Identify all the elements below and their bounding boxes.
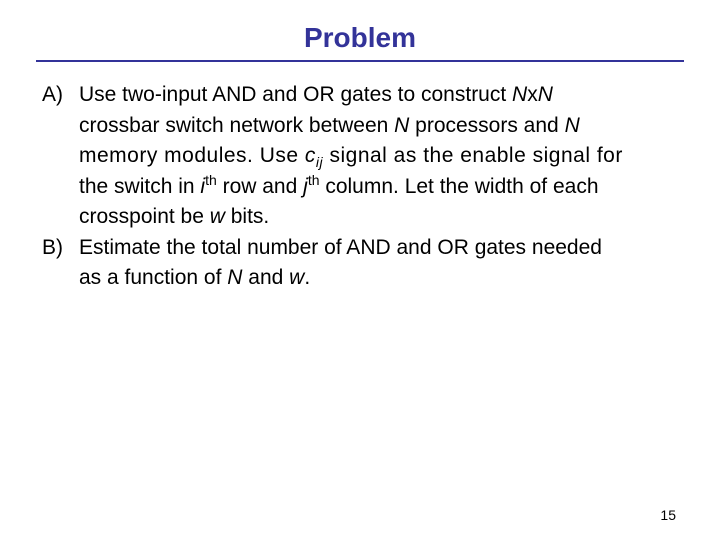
variable-j: j	[303, 174, 308, 198]
variable-n: N	[564, 113, 580, 137]
text-run: crossbar switch network between	[79, 113, 395, 137]
text-run: x	[527, 83, 538, 106]
item-text	[79, 233, 692, 294]
item-label: B)	[42, 235, 63, 259]
text-run: bits.	[224, 205, 270, 228]
problem-list	[42, 80, 692, 294]
variable-n: N	[227, 266, 243, 289]
text-run: signal as the enable signal for	[323, 144, 623, 167]
text-run: as a function of	[79, 266, 228, 289]
text-run: row and	[216, 174, 304, 198]
text-run: Estimate the total number of AND and OR gates needed	[79, 235, 602, 259]
item-text	[79, 80, 692, 233]
text-run: processors and	[409, 113, 565, 137]
text-line	[79, 80, 692, 111]
text-line	[79, 233, 692, 264]
superscript-th: th	[307, 171, 320, 188]
item-label: A)	[42, 83, 63, 106]
text-line	[79, 263, 692, 294]
text-run: .	[304, 266, 311, 289]
variable-i: i	[200, 174, 206, 198]
variable-c: c	[304, 144, 316, 167]
variable-n: N	[537, 83, 553, 106]
subscript-ij: ij	[315, 154, 324, 171]
variable-w: w	[289, 266, 305, 289]
variable-w: w	[209, 205, 225, 228]
problem-item-b	[42, 233, 692, 294]
title-divider	[36, 60, 684, 62]
slide-title: Problem	[303, 22, 417, 53]
text-run: Use two-input AND and OR gates to construct	[79, 83, 513, 106]
page-number: 15	[660, 507, 676, 523]
text-run: and	[242, 266, 290, 289]
text-run: memory modules. Use	[79, 144, 305, 167]
text-line	[79, 141, 692, 172]
superscript-th: th	[205, 171, 217, 188]
text-run: column. Let the width of each	[319, 174, 599, 198]
variable-n: N	[512, 83, 528, 106]
text-run: the switch in	[79, 174, 201, 198]
variable-n: N	[394, 113, 410, 137]
text-line	[79, 111, 692, 142]
text-line	[79, 202, 692, 233]
text-run: crosspoint be	[79, 205, 210, 228]
text-line	[79, 172, 692, 203]
problem-item-a	[42, 80, 692, 233]
